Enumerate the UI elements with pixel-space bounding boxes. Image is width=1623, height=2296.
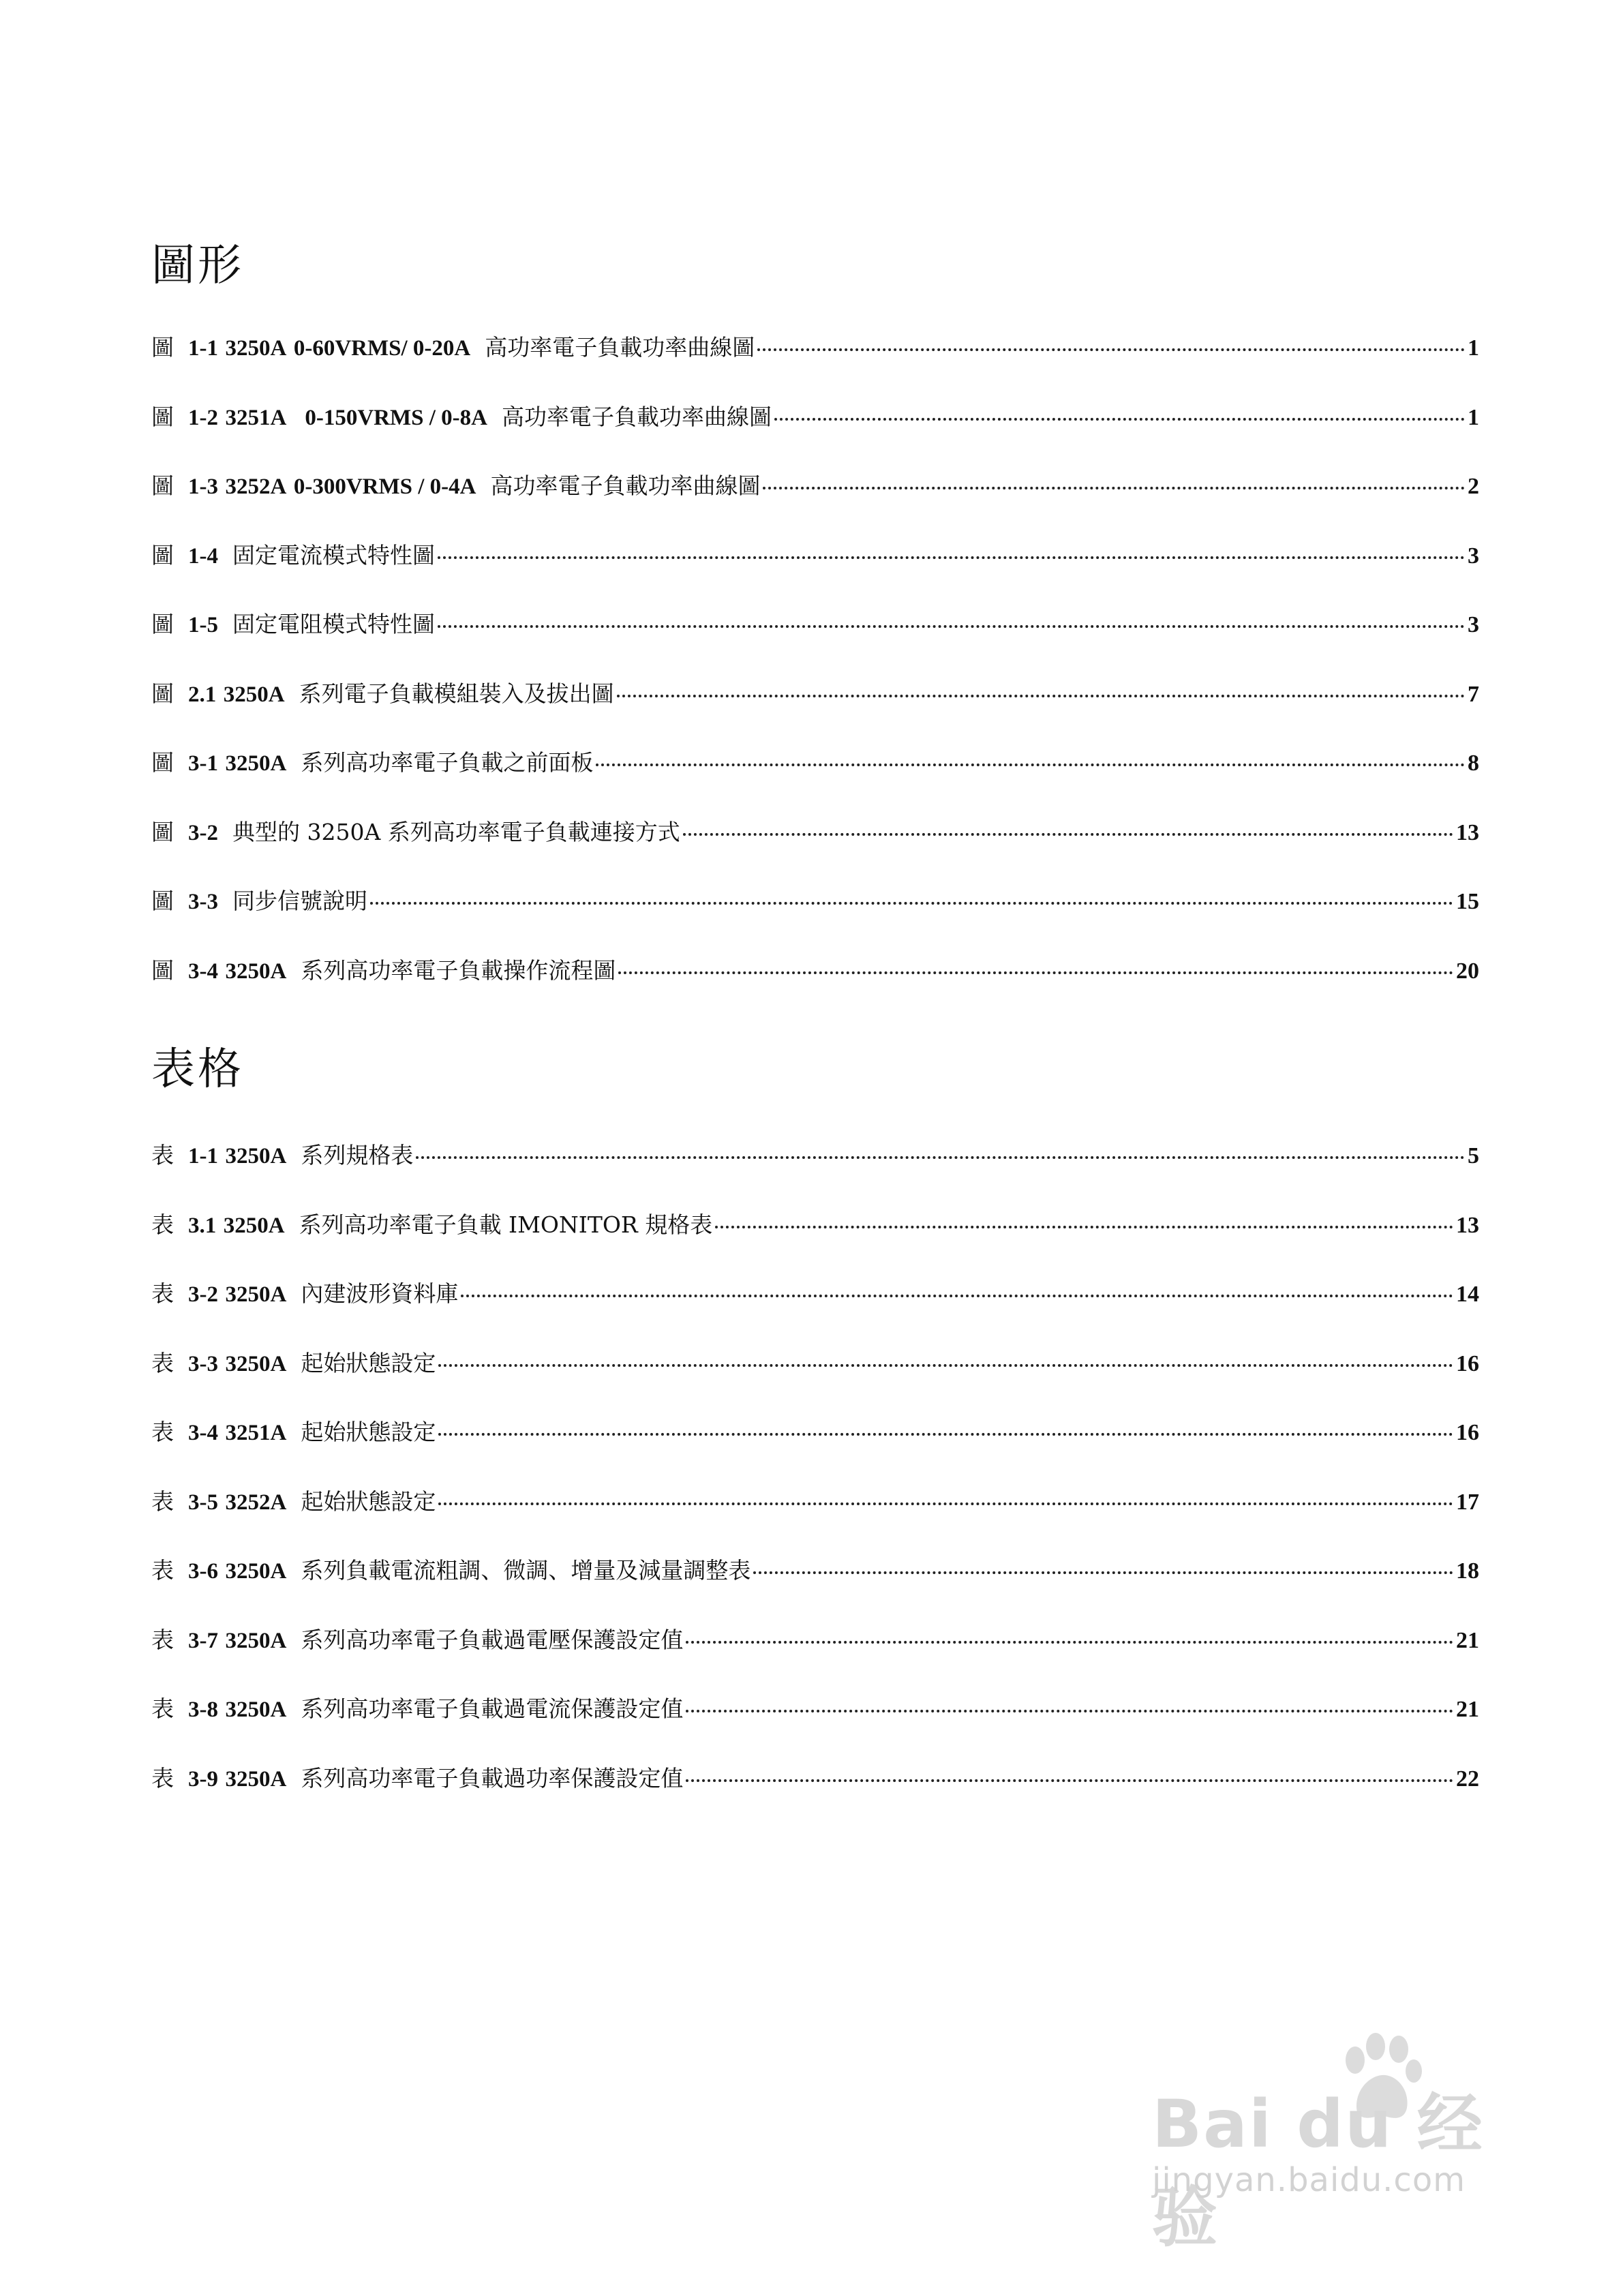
toc-entry-model: 3250A: [225, 1282, 287, 1307]
toc-entry[interactable]: [151, 1627, 1479, 1696]
toc-entry-page: 15: [1456, 889, 1479, 914]
toc-entry-page: 2: [1468, 474, 1479, 499]
toc-entry-spec: 0-150VRMS / 0-8A: [293, 405, 487, 430]
toc-entry-label: [151, 957, 616, 985]
toc-leader-dots: [683, 833, 1453, 836]
toc-entry-text: 固定電流模式特性圖: [232, 541, 435, 569]
toc-entry-page: 16: [1456, 1350, 1479, 1376]
toc-entry-text: 系列高功率電子負載過電流保護設定值: [301, 1695, 684, 1722]
toc-entry-label: [151, 1211, 712, 1239]
toc-entry-page: 13: [1456, 819, 1479, 845]
toc-entry-page: 3: [1468, 543, 1479, 569]
toc-entry-page: 21: [1456, 1627, 1479, 1653]
toc-entry-number: 3-3: [187, 890, 218, 914]
toc-entry-number: 3-4: [187, 1421, 218, 1445]
toc-entry-label: [151, 542, 435, 570]
toc-entry-text: 系列高功率電子負載過功率保護設定值: [301, 1764, 684, 1792]
toc-entry-number: 1-5: [187, 613, 218, 637]
toc-entry-prefix: 表: [151, 1419, 174, 1445]
toc-entry-text: 固定電阻模式特性圖: [232, 611, 435, 637]
toc-entry-model: 3250A: [225, 958, 287, 984]
figures-toc-list: [151, 334, 1479, 1026]
toc-entry-page: 13: [1456, 1212, 1479, 1238]
toc-entry-text: 起始狀態設定: [301, 1349, 436, 1376]
toc-entry-text: 系列規格表: [301, 1142, 414, 1168]
toc-entry-model: 3250A: [225, 1144, 287, 1168]
toc-entry[interactable]: [151, 680, 1479, 750]
toc-entry-model: 3252A: [225, 1490, 287, 1515]
toc-entry[interactable]: [151, 1695, 1479, 1765]
toc-entry-text: 典型的 3250A 系列高功率電子負載連接方式: [232, 818, 680, 845]
toc-entry-label: [151, 1627, 683, 1655]
toc-entry-prefix: 表: [151, 1695, 174, 1722]
toc-entry-prefix: 圖: [151, 956, 174, 984]
toc-leader-dots: [686, 1710, 1453, 1712]
toc-entry-model: 3252A: [225, 474, 287, 499]
toc-entry[interactable]: [151, 749, 1479, 819]
toc-entry-model: 3250A: [225, 751, 287, 776]
toc-entry-label: [151, 1350, 436, 1378]
toc-entry-model: 3250A: [225, 1628, 287, 1653]
toc-entry-model: 3251A: [225, 405, 287, 430]
toc-entry-label: [151, 888, 367, 916]
toc-entry-page: 8: [1468, 751, 1479, 776]
toc-entry-label: [151, 472, 760, 500]
toc-entry[interactable]: [151, 1350, 1479, 1419]
baidu-jingyan-watermark: [1152, 2031, 1534, 2256]
toc-entry[interactable]: [151, 1211, 1479, 1281]
toc-entry-page: 5: [1468, 1143, 1479, 1168]
toc-entry-model: 3250A: [223, 682, 285, 707]
toc-leader-dots: [438, 1364, 1453, 1367]
toc-entry-number: 3.1: [187, 1213, 217, 1238]
toc-entry-label: [151, 819, 680, 847]
toc-leader-dots: [757, 348, 1465, 351]
toc-leader-dots: [596, 764, 1465, 766]
toc-entry-label: [151, 1695, 683, 1723]
toc-entry-number: 3-2: [187, 1282, 218, 1307]
toc-entry-number: 1-1: [187, 336, 218, 361]
toc-entry-label: [151, 680, 614, 708]
toc-entry-prefix: 表: [151, 1349, 174, 1376]
toc-entry-prefix: 表: [151, 1764, 174, 1792]
toc-entry-label: [151, 404, 772, 432]
watermark-brand: Bai du 经验: [1152, 2086, 1484, 2256]
toc-entry-number: 3-4: [187, 958, 218, 984]
toc-entry-number: 3-7: [187, 1628, 218, 1653]
toc-entry-spec: 0-300VRMS / 0-4A: [293, 474, 476, 499]
toc-entry-text: 內建波形資料庫: [301, 1280, 459, 1307]
toc-entry-text: 起始狀態設定: [301, 1419, 436, 1445]
toc-entry-number: 3-8: [187, 1697, 218, 1722]
toc-entry-model: 3250A: [225, 1351, 287, 1376]
toc-leader-dots: [438, 625, 1465, 628]
toc-leader-dots: [438, 1433, 1453, 1436]
toc-entry-number: 3-6: [187, 1559, 218, 1584]
toc-entry-model: 3250A: [225, 1766, 287, 1792]
toc-entry-text: 起始狀態設定: [301, 1487, 436, 1515]
toc-entry[interactable]: [151, 819, 1479, 888]
toc-entry-number: 1-1: [187, 1144, 218, 1168]
toc-entry-model: 3250A: [223, 1213, 285, 1238]
toc-entry-number: 3-9: [187, 1766, 218, 1792]
toc-entry-number: 3-1: [187, 751, 218, 776]
toc-entry-page: 21: [1456, 1697, 1479, 1722]
toc-entry-number: 3-2: [187, 820, 218, 845]
toc-entry[interactable]: [151, 1557, 1479, 1627]
toc-entry-prefix: 表: [151, 1487, 174, 1515]
toc-entry-text: 系列高功率電子負載過電壓保護設定值: [301, 1626, 684, 1653]
toc-entry[interactable]: [151, 1142, 1479, 1211]
toc-entry-prefix: 圖: [151, 611, 174, 637]
toc-leader-dots: [763, 487, 1465, 489]
toc-entry[interactable]: [151, 888, 1479, 957]
toc-entry-prefix: 圖: [151, 334, 174, 361]
toc-leader-dots: [461, 1295, 1453, 1297]
toc-entry-model: 3250A: [225, 1697, 287, 1722]
watermark-url: jingyan.baidu.com: [1152, 2161, 1466, 2199]
toc-entry-prefix: 圖: [151, 888, 174, 914]
toc-entry-text: 系列高功率電子負載 IMONITOR 規格表: [299, 1211, 713, 1238]
toc-entry-prefix: 表: [151, 1626, 174, 1653]
tables-section-title: 表格: [151, 1044, 244, 1095]
toc-entry-page: 7: [1468, 681, 1479, 707]
toc-entry-number: 1-2: [187, 405, 218, 430]
toc-entry-spec: 0-60VRMS/ 0-20A: [293, 336, 471, 361]
toc-entry-text: 高功率電子負載功率曲線圖: [485, 334, 755, 361]
toc-leader-dots: [774, 418, 1465, 421]
toc-entry-model: 3250A: [225, 336, 287, 361]
toc-entry-page: 14: [1456, 1282, 1479, 1307]
toc-entry[interactable]: [151, 404, 1479, 473]
toc-entry-prefix: 圖: [151, 749, 174, 776]
toc-entry-label: [151, 1142, 413, 1170]
toc-entry-label: [151, 334, 755, 362]
toc-entry-prefix: 表: [151, 1557, 174, 1584]
toc-entry-label: [151, 611, 435, 639]
toc-entry-prefix: 圖: [151, 403, 174, 430]
toc-entry-label: [151, 1765, 683, 1793]
toc-entry[interactable]: [151, 1488, 1479, 1558]
toc-entry-number: 3-5: [187, 1490, 218, 1515]
toc-leader-dots: [686, 1779, 1453, 1782]
toc-entry-model: 3251A: [225, 1421, 287, 1445]
toc-entry-text: 高功率電子負載功率曲線圖: [490, 472, 761, 499]
toc-entry[interactable]: [151, 1280, 1479, 1350]
toc-entry-number: 3-3: [187, 1351, 218, 1376]
toc-entry-prefix: 圖: [151, 818, 174, 845]
toc-entry-prefix: 表: [151, 1142, 174, 1168]
toc-entry-number: 2.1: [187, 682, 217, 707]
toc-entry-text: 系列電子負載模組裝入及拔出圖: [299, 680, 614, 707]
toc-entry-page: 1: [1468, 335, 1479, 361]
toc-entry[interactable]: [151, 472, 1479, 542]
toc-entry[interactable]: [151, 957, 1479, 1027]
toc-entry-number: 1-3: [187, 474, 218, 499]
figures-section-title: 圖形: [151, 241, 244, 291]
toc-entry[interactable]: [151, 1419, 1479, 1488]
toc-entry-text: 同步信號說明: [232, 888, 367, 914]
toc-entry-page: 20: [1456, 958, 1479, 984]
toc-entry[interactable]: [151, 611, 1479, 680]
toc-leader-dots: [416, 1156, 1465, 1159]
toc-leader-dots: [715, 1226, 1453, 1228]
toc-leader-dots: [438, 556, 1465, 559]
toc-entry-label: [151, 1488, 436, 1516]
toc-entry-page: 1: [1468, 404, 1479, 430]
toc-entry-prefix: 圖: [151, 472, 174, 499]
toc-entry-label: [151, 1280, 458, 1308]
toc-leader-dots: [753, 1571, 1453, 1574]
toc-leader-dots: [617, 695, 1465, 697]
toc-entry-text: 高功率電子負載功率曲線圖: [501, 403, 772, 430]
toc-entry-page: 22: [1456, 1766, 1479, 1792]
toc-entry-prefix: 表: [151, 1211, 174, 1238]
toc-entry-number: 1-4: [187, 543, 218, 569]
toc-entry-prefix: 圖: [151, 541, 174, 569]
toc-entry-model: 3250A: [225, 1559, 287, 1584]
toc-leader-dots: [618, 971, 1453, 974]
toc-entry-text: 系列高功率電子負載之前面板: [301, 749, 594, 776]
toc-entry-text: 系列負載電流粗調、微調、增量及減量調整表: [301, 1557, 751, 1584]
toc-entry-label: [151, 749, 593, 777]
toc-entry-page: 3: [1468, 612, 1479, 637]
toc-leader-dots: [438, 1502, 1453, 1505]
toc-entry-page: 16: [1456, 1420, 1479, 1445]
toc-entry-prefix: 表: [151, 1280, 174, 1307]
tables-toc-list: [151, 1142, 1479, 1834]
toc-entry[interactable]: [151, 334, 1479, 404]
toc-entry[interactable]: [151, 542, 1479, 611]
toc-entry-text: 系列高功率電子負載操作流程圖: [301, 956, 616, 984]
toc-entry-prefix: 圖: [151, 680, 174, 707]
toc-entry-label: [151, 1419, 436, 1447]
toc-leader-dots: [370, 902, 1453, 905]
toc-entry-label: [151, 1557, 750, 1585]
toc-entry[interactable]: [151, 1765, 1479, 1834]
toc-entry-page: 17: [1456, 1489, 1479, 1515]
toc-entry-page: 18: [1456, 1558, 1479, 1584]
toc-leader-dots: [686, 1641, 1453, 1644]
